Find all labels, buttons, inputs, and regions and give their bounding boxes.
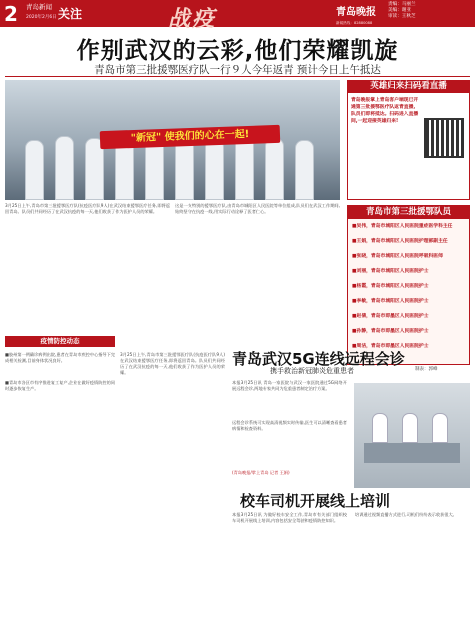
story2-paragraph: 本报3月25日讯 青岛一家医院与武汉一家医院通过5G网络开展远程会诊,两地专家共同为危重患者制定治疗方案。 <box>232 380 347 391</box>
story3-headline: 校车司机开展线上培训 <box>240 492 391 510</box>
team-member: ■杨霞，青岛市城阳区人民医院护士 <box>352 284 429 289</box>
article-body: 3月25日上午,青岛市第三批援鄂医疗队(抗疫医疗队9人)在武汉结束援鄂医疗任务,即将返回青岛。队员们共同经历了在武汉抗疫的每一天,他们收获了作为医护人员的荣耀。 <box>120 352 225 375</box>
main-subheadline: 青岛市第三批援鄂医疗队一行９人今年返青 预计今日上午抵达 <box>94 64 381 76</box>
news-hotline: 新闻热线：82880088 <box>336 21 373 25</box>
photo-banner: "新冠" 使我们的心在一起! <box>100 125 281 149</box>
team-member: ■李敏，青岛市城阳区人民医院护士 <box>352 299 429 304</box>
issue-date: 2020年2月6日 <box>26 15 57 20</box>
epidemic-news-paragraph: ■青岛市各区市有序推进复工复产,企业在做好疫情防控的同时逐步恢复生产。 <box>5 380 115 391</box>
epidemic-news-paragraph: ■胶州第一例确诊病例出院,患者在青岛市疾控中心指导下完成相关检测,目前身体状况良好。 <box>5 352 115 363</box>
list-credit: 制表：郭峰 <box>415 367 438 372</box>
story2-credit: (青岛晚报/掌上青岛 记者 王娟) <box>232 470 290 475</box>
team-member: ■吴伟，青岛市城阳区人民医院重症医学科主任 <box>352 224 453 229</box>
editor-credits <box>388 2 416 20</box>
team-member: ■张晓，青岛市城阳区人民医院呼吸科医师 <box>352 254 443 259</box>
page-number: 2 <box>4 2 18 26</box>
story2-paragraph: 远程会诊系统可实现高清视频实时传输,医生可以清晰查看患者病情和检查资料。 <box>232 420 347 431</box>
editor-line: 责编：马丽兰 <box>388 2 416 7</box>
main-story-paragraph: 3月25日上午,青岛市第三批援鄂医疗队(抗疫医疗队9人)在武汉结束援鄂医疗任务,即将返回青岛。队员们共同经历了在武汉抗疫的每一天,他们收获了作为医护人员的荣耀。 <box>5 203 170 214</box>
story3-paragraph: 本报3月25日讯 为做好校车安全工作,青岛市有关部门组织校车司机开展线上培训,内容包括安全驾驶和疫情防控知识。 <box>232 512 347 523</box>
main-headline: 作别武汉的云彩,他们荣耀凯旋 <box>76 38 399 64</box>
team-member: ■王娟，青岛市城阳区人民医院护理部副主任 <box>352 239 448 244</box>
team-member: ■赵倩，青岛市即墨区人民医院护士 <box>352 314 429 319</box>
epidemic-news-title: 疫情防控动态 <box>5 336 115 347</box>
editor-line: 美编：谢亚 <box>388 8 411 13</box>
qr-code-icon[interactable] <box>424 118 464 158</box>
newspaper-logo: 青岛晚报 <box>336 7 376 18</box>
team-member: ■周洁，青岛市即墨区人民医院护士 <box>352 344 429 349</box>
main-story-paragraph: 这是一支特别的援鄂医疗队,由青岛市城阳区人民医院等单位组成,队员们在武汉工作期间,始终坚守在抗疫一线,用实际行动诠释了医者仁心。 <box>175 203 340 214</box>
section-label: 关注 <box>58 7 83 21</box>
story2-subheadline: 携手救治新冠肺炎危重患者 <box>270 367 354 375</box>
divider <box>5 76 470 77</box>
banner-title: 战疫 <box>168 6 217 32</box>
team-list-title: 青岛市第三批援鄂队员 <box>347 205 470 219</box>
meeting-photo <box>354 383 470 488</box>
qr-box-title: 英雄归来扫码看直播 <box>347 80 470 93</box>
editor-line: 审读：王秋芝 <box>388 14 416 19</box>
section-city: 青岛新闻 <box>26 3 52 11</box>
team-member: ■孙静，青岛市即墨区人民医院护士 <box>352 329 429 334</box>
team-member: ■刘丽，青岛市城阳区人民医院护士 <box>352 269 429 274</box>
story3-paragraph: 培训通过视频直播方式进行,司机们纷纷表示收获很大。 <box>355 512 457 517</box>
qr-box-text: 青岛晚报掌上青岛客户端现已开通第三批援鄂医疗队返青直播,队员们即将抵达。扫码进入直播间,一起迎接英雄归来! <box>351 98 419 124</box>
story2-headline: 青岛武汉5G连线远程会诊 <box>232 350 405 368</box>
